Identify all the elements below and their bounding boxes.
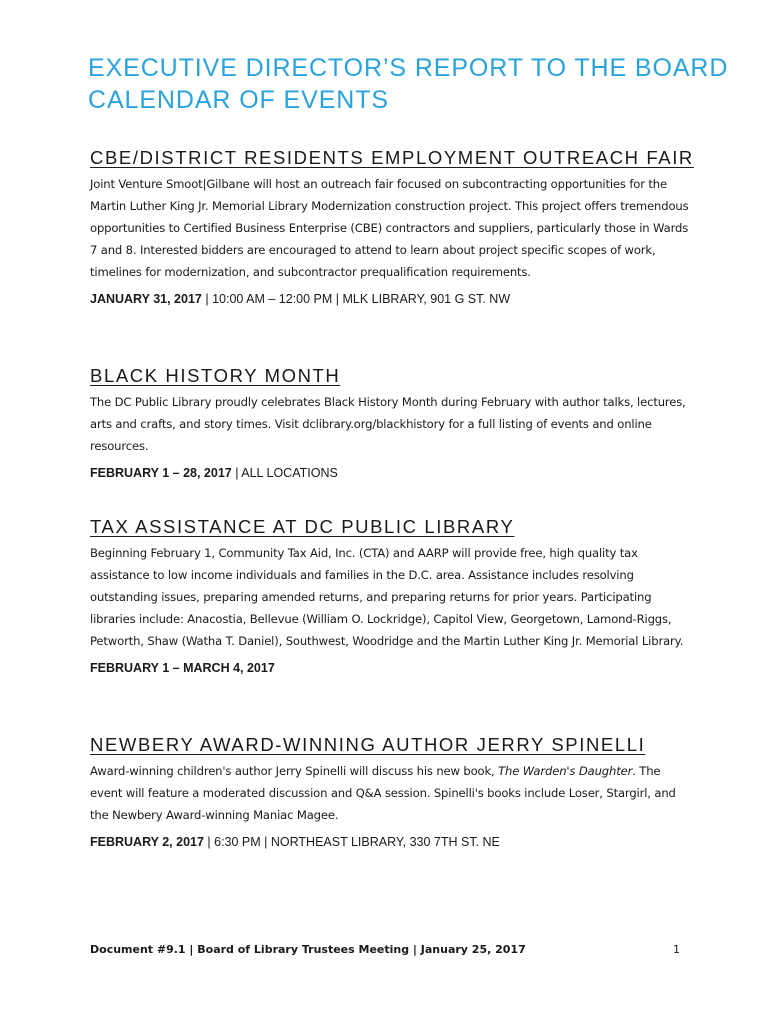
event-details: | 6:30 PM | NORTHEAST LIBRARY, 330 7TH ST. NE <box>203 835 500 849</box>
event-heading: BLACK HISTORY MONTH <box>90 365 341 386</box>
book-title: The Warden's Daughter <box>498 764 633 778</box>
event-description: Beginning February 1, Community Tax Aid, Inc. (CTA) and AARP will provide free, high quality tax assistance to low income individuals and families in the D.C. area. Assistance includes resolving outstanding issues, preparing amended returns, and preparing returns for prior years. Participating libraries include: Anacostia, Bellevue (William O. Lockridge), Capitol View, Georgetown, Lamond-Riggs, Petworth, Shaw (Watha T. Daniel), Southwest, Woodridge and the Martin Luther King Jr. Memorial Library. <box>90 546 684 648</box>
report-title-line-2: CALENDAR OF EVENTS <box>88 86 389 114</box>
event-schedule <box>90 660 690 676</box>
event-heading: CBE/DISTRICT RESIDENTS EMPLOYMENT OUTREACH FAIR <box>90 147 694 168</box>
event-description: Joint Venture Smoot|Gilbane will host an outreach fair focused on subcontracting opportunities for the Martin Luther King Jr. Memorial Library Modernization construction project. This project offers tremendous opportunities to Certified Business Enterprise (CBE) contractors and suppliers, particularly those in Wards 7 and 8. Interested bidders are encouraged to attend to learn about project specific scopes of work, timelines for modernization, and subcontractor prequalification requirements. <box>90 177 689 279</box>
event-heading: TAX ASSISTANCE AT DC PUBLIC LIBRARY <box>90 516 515 537</box>
event-jerry-spinelli <box>90 733 690 850</box>
event-outreach-fair <box>90 146 694 307</box>
event-date: FEBRUARY 1 – MARCH 4, 2017 <box>90 661 275 675</box>
event-details: | 10:00 AM – 12:00 PM | MLK LIBRARY, 901 G ST. NW <box>201 292 511 306</box>
event-schedule <box>90 465 690 481</box>
report-title-line-1: EXECUTIVE DIRECTOR’S REPORT TO THE BOARD <box>88 54 729 82</box>
event-description <box>90 760 690 826</box>
event-heading: NEWBERY AWARD-WINNING AUTHOR JERRY SPINELLI <box>90 734 646 755</box>
event-date: JANUARY 31, 2017 <box>90 292 202 306</box>
event-date: FEBRUARY 2, 2017 <box>90 835 204 849</box>
event-tax-assistance <box>90 515 690 676</box>
event-description-lead: Award-winning children's author Jerry Spinelli will discuss his new book, <box>90 764 499 778</box>
event-description-rest: . The event will feature a moderated discussion and Q&A session. Spinelli's books include Loser, Stargirl, and the Newbery Award-winning Maniac Magee. <box>90 764 676 822</box>
event-description: The DC Public Library proudly celebrates Black History Month during February with author talks, lectures, arts and crafts, and story times. Visit dclibrary.org/blackhistory for a full listing of events and online resources. <box>90 395 686 453</box>
report-title <box>88 52 728 116</box>
event-details: | ALL LOCATIONS <box>231 466 338 480</box>
page-number: 1 <box>673 943 680 956</box>
footer-document-info: Document #9.1 | Board of Library Trustees Meeting | January 25, 2017 <box>90 943 526 956</box>
event-schedule <box>90 834 690 850</box>
event-black-history-month <box>90 364 690 481</box>
event-schedule <box>90 291 690 307</box>
page-footer <box>90 942 680 958</box>
event-date: FEBRUARY 1 – 28, 2017 <box>90 466 232 480</box>
